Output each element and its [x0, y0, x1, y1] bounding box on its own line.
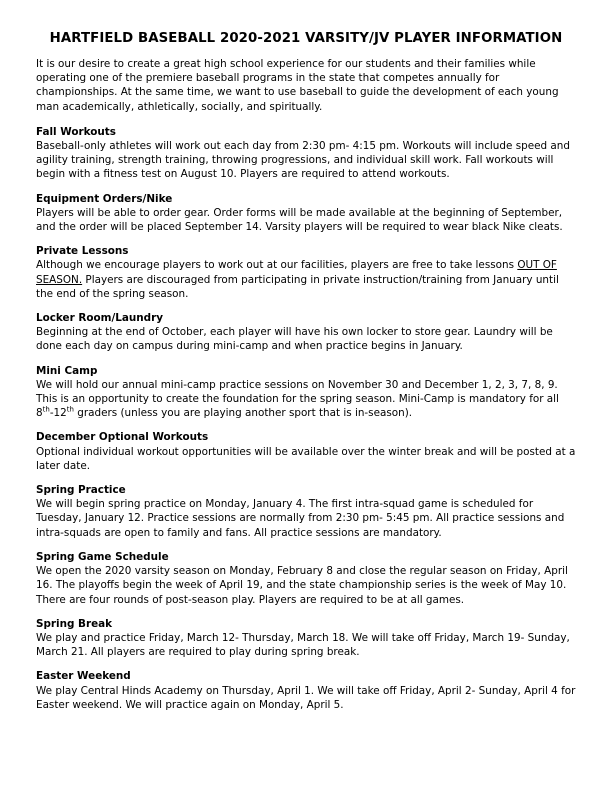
section-heading: Easter Weekend	[36, 670, 131, 683]
section-heading: Private Lessons	[36, 245, 129, 258]
section-heading: Locker Room/Laundry	[36, 312, 164, 325]
section-body: Beginning at the end of October, each player will have his own locker to store gear. Laundry will be done each day on campus during mini-camp and when practice begins in January.	[36, 326, 553, 353]
intro-paragraph: It is our desire to create a great high school experience for our students and their families while operating one of the premiere baseball programs in the state that competes annually for championships. At the same time, we want to use baseball to guide the development of each young man academically, athletically, socially, and spiritually.	[36, 58, 559, 113]
section-spring-break	[36, 617, 576, 660]
section-body: Optional individual workout opportunities will be available over the winter break and will be posted at a later date.	[36, 445, 576, 472]
body-text: -12	[49, 407, 67, 420]
section-fall-workouts	[36, 125, 576, 182]
body-text: Players are discouraged from participating in private instruction/training from January until the end of the spring season.	[36, 273, 559, 300]
section-spring-game-schedule	[36, 550, 576, 607]
section-body: We will begin spring practice on Monday, January 4. The first intra-squad game is scheduled for Tuesday, January 12. Practice sessions are normally from 2:30 pm- 5:45 pm. All practice sessions and intra-squads are open to family and fans. All practice sessions are mandatory.	[36, 498, 565, 539]
body-text: We will hold our annual mini-camp practice sessions on November 30 and December 1, 2, 3, 7, 8, 9. This is an opportunity to create the foundation for the spring season. Mini-Camp is mandatory for all 8	[36, 378, 559, 420]
section-heading: Equipment Orders/Nike	[36, 192, 173, 205]
section-body: We open the 2020 varsity season on Monday, February 8 and close the regular season on Friday, April 16. The playoffs begin the week of April 19, and the state championship series is the week of May 10. There are four rounds of post-season play. Players are required to be at all games.	[36, 565, 568, 606]
body-text: graders (unless you are playing another sport that is in-season).	[73, 407, 413, 420]
section-mini-camp	[36, 364, 576, 421]
section-locker-room	[36, 311, 576, 354]
section-heading: Mini Camp	[36, 364, 98, 377]
superscript: th	[42, 405, 50, 414]
section-body	[36, 378, 576, 421]
section-body: We play and practice Friday, March 12- Thursday, March 18. We will take off Friday, March 19- Sunday, March 21. All players are required to play during spring break.	[36, 631, 570, 659]
section-heading: Spring Game Schedule	[36, 550, 169, 563]
section-heading: Fall Workouts	[36, 125, 116, 138]
superscript: th	[66, 405, 74, 414]
section-equipment-orders	[36, 192, 576, 235]
body-text: Although we encourage players to work out at our facilities, players are free to take lessons	[36, 259, 518, 272]
section-easter-weekend	[36, 669, 576, 712]
page-title: HARTFIELD BASEBALL 2020-2021 VARSITY/JV PLAYER INFORMATION	[49, 31, 563, 46]
section-heading: December Optional Workouts	[36, 431, 209, 444]
section-body: We play Central Hinds Academy on Thursday, April 1. We will take off Friday, April 2- Sunday, April 4 for Easter weekend. We will practice again on Monday, April 5.	[36, 684, 576, 711]
section-heading: Spring Break	[36, 617, 113, 630]
section-heading: Spring Practice	[36, 484, 126, 497]
section-december-workouts	[36, 430, 576, 473]
section-body: Players will be able to order gear. Order forms will be made available at the beginning of September, and the order will be placed September 14. Varsity players will be required to wear black Nike cleats.	[36, 206, 563, 234]
section-body: Baseball-only athletes will work out each day from 2:30 pm- 4:15 pm. Workouts will include speed and agility training, strength training, throwing progressions, and individual skill work. Fall workouts will begin with a fitness test on August 10. Players are required to attend workouts.	[36, 140, 570, 181]
section-body	[36, 258, 576, 301]
section-private-lessons	[36, 244, 576, 301]
section-spring-practice	[36, 483, 576, 540]
underlined-text: OUT OF SEASON.	[36, 259, 557, 286]
